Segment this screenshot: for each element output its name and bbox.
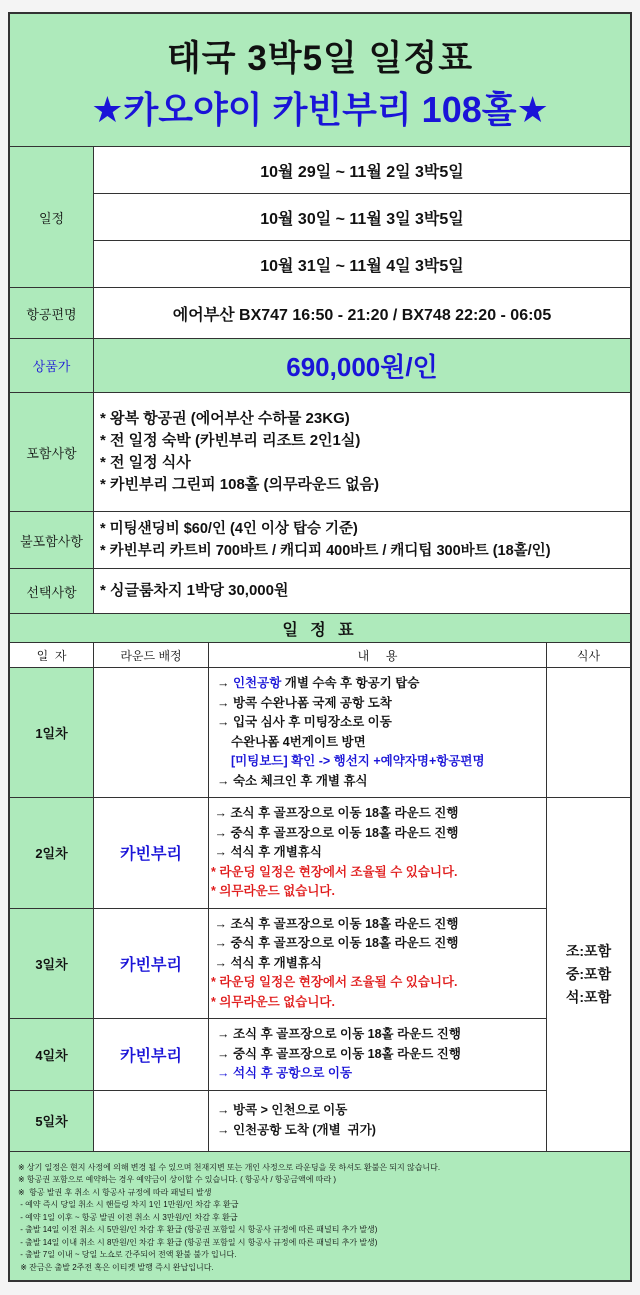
content-line: → 중식 후 골프장으로 이동 18홀 라운드 진행: [217, 1046, 461, 1061]
content-line: → 숙소 체크인 후 개별 휴식: [217, 773, 368, 788]
content-line: → 중식 후 골프장으로 이동 18홀 라운드 진행: [211, 825, 459, 840]
notice-line: * 라운딩 일정은 현장에서 조율될 수 있습니다.: [211, 864, 458, 879]
notes-section: [10, 1151, 631, 1281]
meal-cell: [547, 798, 631, 1152]
round-assignment: 카빈부리: [94, 908, 209, 1019]
itinerary-table: [9, 613, 631, 1281]
itinerary-title: 일 정 표: [10, 614, 631, 643]
content-line: → 방콕 > 인천으로 이동: [217, 1103, 348, 1117]
included-item: * 카빈부리 그린피 108홀 (의무라운드 없음): [100, 476, 380, 493]
table-row-day-1: [10, 668, 631, 798]
day-label: 4일차: [10, 1019, 94, 1091]
itinerary-sheet: [8, 12, 632, 1282]
round-assignment: 카빈부리: [94, 798, 209, 909]
included-item: * 전 일정 식사: [100, 454, 191, 471]
day-label: 2일차: [10, 798, 94, 909]
round-assignment: 카빈부리: [94, 1019, 209, 1091]
content-line: → 석식 후 개별휴식: [211, 845, 322, 859]
content-line: → 입국 심사 후 미팅장소로 이동: [217, 715, 392, 729]
day-label: 5일차: [10, 1090, 94, 1151]
price-label: 상품가: [10, 339, 94, 393]
flight-value: 에어부산 BX747 16:50 - 21:20 / BX748 22:20 - 06:05: [94, 288, 631, 339]
content-line: → 조식 후 골프장으로 이동 18홀 라운드 진행: [217, 1027, 461, 1041]
included-item: * 전 일정 숙박 (카빈부리 리조트 2인1실): [100, 432, 361, 449]
day-content: [209, 908, 547, 1019]
excluded-item: * 카빈부리 카트비 700바트 / 캐디피 400바트 / 캐디팁 300바트 (18홀/인): [100, 543, 551, 559]
col-header-day: 일 자: [10, 643, 94, 668]
day-content: [209, 1090, 547, 1151]
note-line: - 출발 7일 이내 ~ 당일 노쇼로 간주되어 전액 환불 불가 입니다.: [18, 1250, 237, 1259]
table-row-day-5: [10, 1090, 631, 1151]
content-line: → 조식 후 골프장으로 이동 18홀 라운드 진행: [211, 806, 459, 820]
day-content: [209, 668, 547, 798]
optional-item: * 싱글룸차지 1박당 30,000원: [100, 582, 289, 599]
content-line: [미팅보드] 확인 -> 행선지 +예약자명+항공편명: [231, 754, 485, 768]
day-label: 3일차: [10, 908, 94, 1019]
table-row-day-4: [10, 1019, 631, 1091]
day-content: [209, 798, 547, 909]
date-option-1: 10월 29일 ~ 11월 2일 3박5일: [94, 147, 631, 194]
col-header-meal: 식사: [547, 643, 631, 668]
note-line: ※ 항공권 포함으로 예약하는 경우 예약금이 상이할 수 있습니다. ( 항공사 / 항공금액에 따라 ): [18, 1175, 337, 1184]
optional-list: [94, 569, 631, 614]
day-label: 1일차: [10, 668, 94, 798]
col-header-round: 라운드 배정: [94, 643, 209, 668]
content-line: → 중식 후 골프장으로 이동 18홀 라운드 진행: [211, 936, 459, 950]
excluded-item: * 미팅샌딩비 $60/인 (4인 이상 탑승 기준): [100, 521, 358, 537]
date-option-3: 10월 31일 ~ 11월 4일 3박5일: [94, 241, 631, 288]
info-table: [9, 13, 631, 614]
content-line: 수완나폼 4번게이트 방면: [231, 734, 366, 749]
content-line: → 석식 후 개별휴식: [211, 955, 322, 970]
excluded-list: [94, 512, 631, 569]
included-list: [94, 393, 631, 512]
round-assignment: [94, 1090, 209, 1151]
note-line: ※ 잔금은 출발 2주전 혹은 이티켓 발행 즉시 완납입니다.: [18, 1262, 214, 1272]
note-line: ※ 항공 발권 후 취소 시 항공사 규정에 따라 패널티 발생: [18, 1187, 212, 1197]
note-line: ※ 상기 일정은 현지 사정에 의해 변경 될 수 있으며 천재지변 또는 개인 사정으로 라운딩을 못 하셔도 환불은 되지 않습니다.: [18, 1162, 441, 1172]
notice-line: * 의무라운드 없습니다.: [211, 994, 335, 1009]
col-header-content: 내 용: [209, 643, 547, 668]
content-line: → 방콕 수완나폼 국제 공항 도착: [217, 695, 392, 710]
included-item: * 왕복 항공권 (에어부산 수하물 23KG): [100, 410, 350, 427]
notice-line: * 라운딩 일정은 현장에서 조율될 수 있습니다.: [211, 975, 458, 989]
price-value: 690,000원/인: [94, 339, 631, 393]
meal-dinner: 석:포함: [565, 988, 612, 1005]
meal-lunch: 중:포함: [565, 965, 612, 982]
note-line: - 출발 14일 이전 취소 시 5만원/인 차감 후 환급 (항공권 포함일 시 항공사 규정에 따른 패널티 추가 발생): [18, 1225, 378, 1234]
title-banner: [10, 14, 631, 147]
page-subtitle: ★카오야이 카빈부리 108홀★: [91, 89, 549, 130]
date-option-2: 10월 30일 ~ 11월 3일 3박5일: [94, 194, 631, 241]
notice-line: * 의무라운드 없습니다.: [211, 884, 335, 898]
content-line: → 인천공항 개별 수속 후 항공기 탑승: [217, 676, 420, 690]
meal-breakfast: 조:포함: [565, 942, 612, 959]
flight-label: 항공편명: [10, 288, 94, 339]
schedule-label: 일정: [10, 147, 94, 288]
excluded-label: 불포함사항: [10, 512, 94, 569]
content-line: → 조식 후 골프장으로 이동 18홀 라운드 진행: [211, 916, 459, 931]
note-line: - 예약 1일 이후 ~ 항공 발권 이전 취소 시 3만원/인 차감 후 환급: [18, 1212, 238, 1222]
content-line: → 석식 후 공항으로 이동: [217, 1066, 353, 1080]
included-label: 포함사항: [10, 393, 94, 512]
page-title: 태국 3박5일 일정표: [166, 39, 474, 78]
meal-cell-day-1: [547, 668, 631, 798]
note-line: - 출발 14일 이내 취소 시 8만원/인 차감 후 환급 (항공권 포함일 시 항공사 규정에 따른 패널티 추가 발생): [18, 1237, 378, 1247]
note-line: - 예약 즉시 당일 취소 시 핸들링 차지 1인 1만원/인 차감 후 환급: [18, 1200, 239, 1209]
content-line: → 인천공항 도착 (개별 귀가): [217, 1122, 376, 1137]
day-content: [209, 1019, 547, 1091]
round-assignment: [94, 668, 209, 798]
table-row-day-3: [10, 908, 631, 1019]
optional-label: 선택사항: [10, 569, 94, 614]
table-row-day-2: [10, 798, 631, 909]
